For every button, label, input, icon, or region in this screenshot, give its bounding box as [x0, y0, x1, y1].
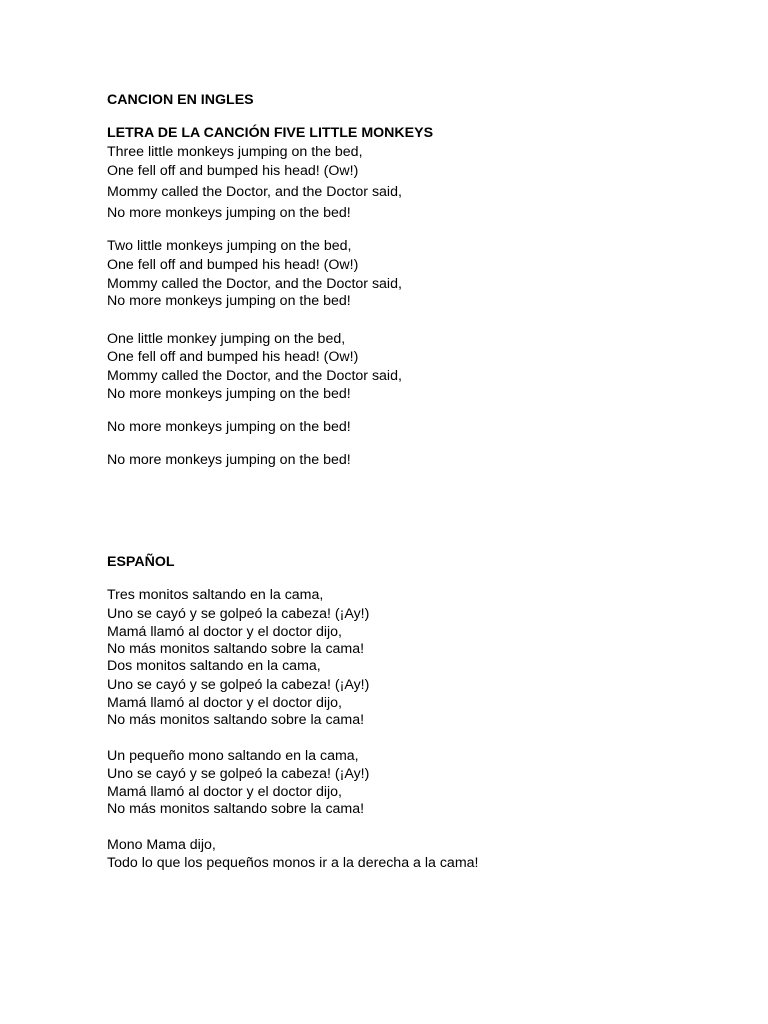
section-heading-spanish: ESPAÑOL: [107, 554, 175, 570]
song-title: LETRA DE LA CANCIÓN FIVE LITTLE MONKEYS: [107, 125, 434, 141]
lyric-line: One little monkey jumping on the bed,: [107, 331, 346, 347]
lyric-line: Uno se cayó y se golpeó la cabeza! (¡Ay!): [107, 766, 370, 782]
lyric-line: Un pequeño mono saltando en la cama,: [107, 748, 359, 764]
lyric-line: Mommy called the Doctor, and the Doctor said,: [107, 276, 402, 292]
lyric-line: Mamá llamó al doctor y el doctor dijo,: [107, 784, 342, 800]
lyric-line: Mommy called the Doctor, and the Doctor said,: [107, 368, 402, 384]
lyric-line: Uno se cayó y se golpeó la cabeza! (¡Ay!): [107, 677, 370, 693]
lyric-line: Mamá llamó al doctor y el doctor dijo,: [107, 695, 342, 711]
lyric-line: One fell off and bumped his head! (Ow!): [107, 163, 359, 179]
lyric-line: Uno se cayó y se golpeó la cabeza! (¡Ay!): [107, 606, 370, 622]
lyric-line: Todo lo que los pequeños monos ir a la derecha a la cama!: [107, 855, 479, 871]
lyric-line: No más monitos saltando sobre la cama!: [107, 801, 365, 817]
lyric-line: Mono Mama dijo,: [107, 837, 216, 853]
lyric-line: No más monitos saltando sobre la cama!: [107, 712, 365, 728]
lyric-line: Tres monitos saltando en la cama,: [107, 587, 324, 603]
lyric-line: Three little monkeys jumping on the bed,: [107, 144, 363, 160]
lyric-line: No more monkeys jumping on the bed!: [107, 293, 351, 309]
lyric-line: One fell off and bumped his head! (Ow!): [107, 257, 359, 273]
lyric-line: No más monitos saltando sobre la cama!: [107, 641, 365, 657]
lyric-line: One fell off and bumped his head! (Ow!): [107, 349, 359, 365]
lyric-line: Mommy called the Doctor, and the Doctor said,: [107, 184, 402, 200]
lyric-line: No more monkeys jumping on the bed!: [107, 386, 351, 402]
lyric-line: Dos monitos saltando en la cama,: [107, 658, 321, 674]
lyric-line: Mamá llamó al doctor y el doctor dijo,: [107, 624, 342, 640]
section-heading-english: CANCION EN INGLES: [107, 92, 254, 108]
lyric-line: Two little monkeys jumping on the bed,: [107, 238, 352, 254]
lyric-line: No more monkeys jumping on the bed!: [107, 452, 351, 468]
lyric-line: No more monkeys jumping on the bed!: [107, 419, 351, 435]
lyric-line: No more monkeys jumping on the bed!: [107, 205, 351, 221]
